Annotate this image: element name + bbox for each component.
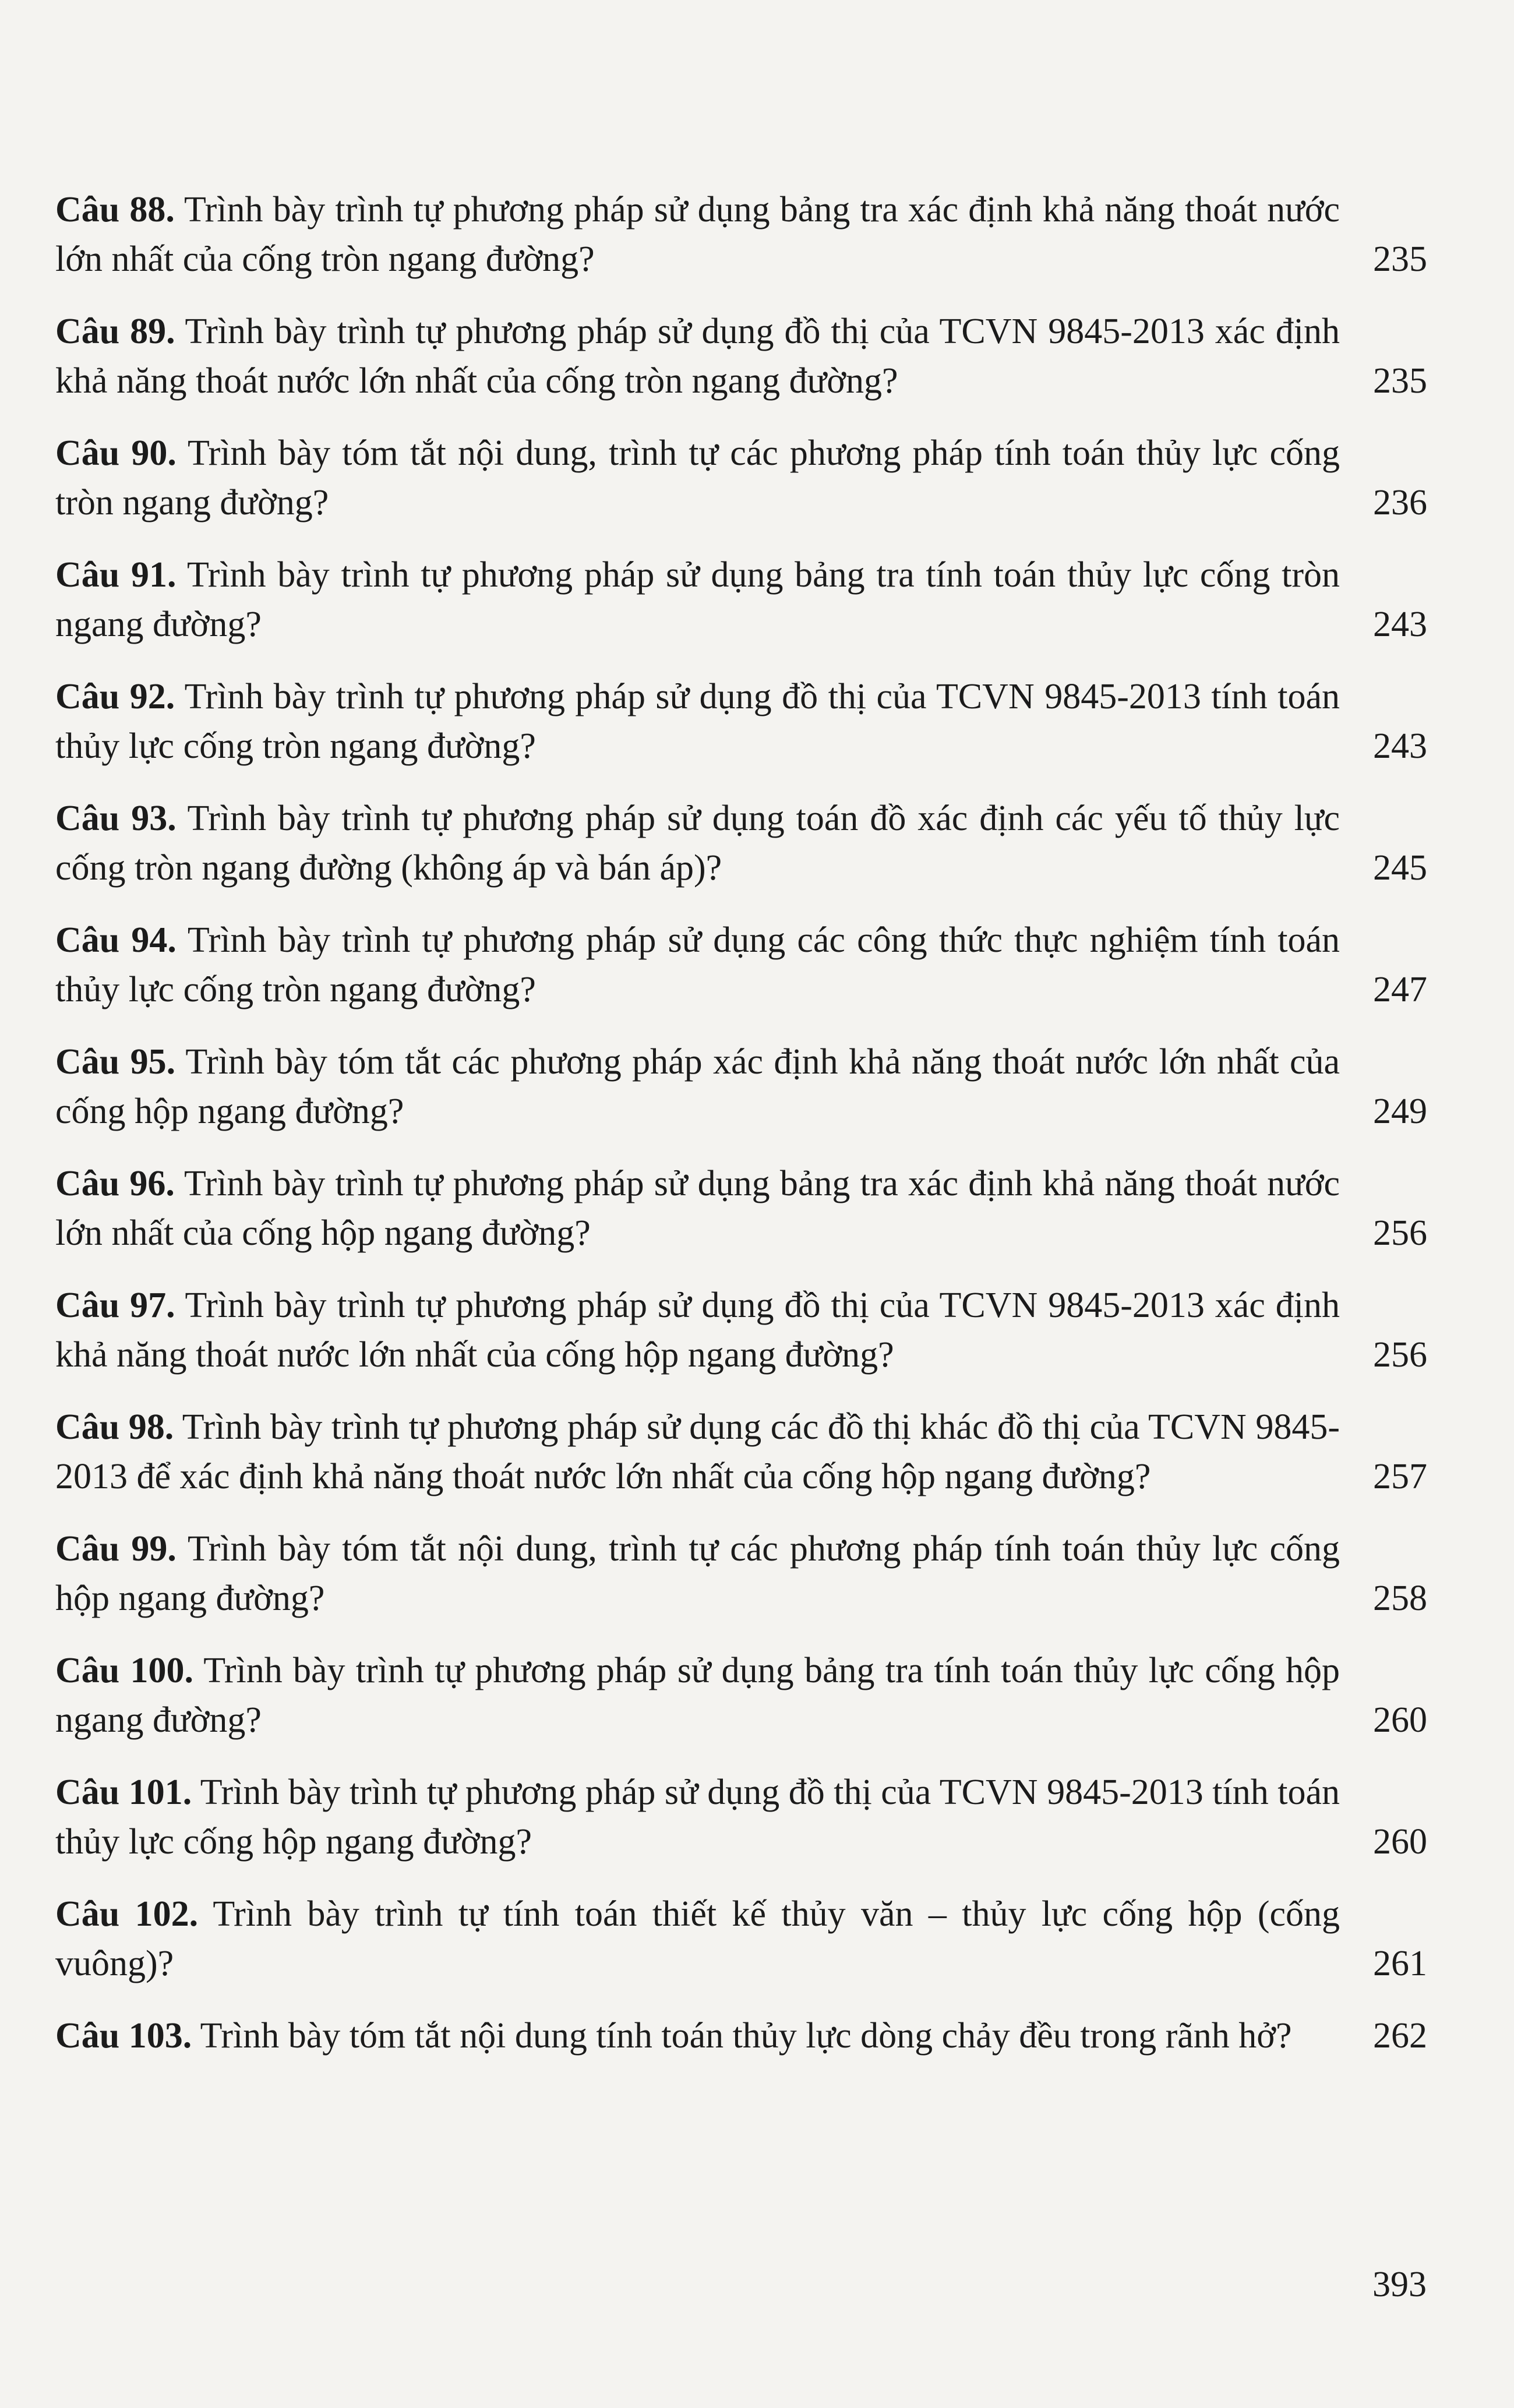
table-of-contents (55, 185, 1427, 2084)
question-text: Trình bày trình tự phương pháp sử dụng đồ thị của TCVN 9845-2013 tính toán thủy lực cống tròn ngang đường? (55, 677, 1340, 766)
question-text: Trình bày trình tự phương pháp sử dụng bảng tra tính toán thủy lực cống tròn ngang đường? (55, 555, 1340, 644)
entry-page-number: 249 (1373, 1092, 1427, 1131)
question-number: Câu 88. (55, 190, 175, 229)
entry-page-number: 235 (1373, 361, 1427, 401)
question-text: Trình bày tóm tắt nội dung, trình tự các phương pháp tính toán thủy lực cống tròn ngang đường? (55, 433, 1340, 522)
toc-entry (55, 1281, 1427, 1380)
question-number: Câu 97. (55, 1286, 175, 1325)
question-text: Trình bày trình tự phương pháp sử dụng đồ thị của TCVN 9845-2013 tính toán thủy lực cống hộp ngang đường? (55, 1773, 1340, 1862)
question-number: Câu 94. (55, 920, 177, 960)
question-number: Câu 96. (55, 1164, 175, 1203)
toc-entry (55, 1524, 1427, 1623)
question-number: Câu 93. (55, 799, 177, 838)
toc-entry (55, 2011, 1427, 2061)
entry-page-number: 243 (1373, 726, 1427, 766)
question-text: Trình bày trình tự phương pháp sử dụng các đồ thị khác đồ thị của TCVN 9845-2013 để xác định khả năng thoát nước lớn nhất của cống hộp ngang đường? (55, 1407, 1340, 1496)
question-text: Trình bày tóm tắt các phương pháp xác định khả năng thoát nước lớn nhất của cống hộp ngang đường? (55, 1042, 1340, 1131)
question-number: Câu 103. (55, 2016, 192, 2056)
question-number: Câu 102. (55, 1894, 199, 1934)
question-text: Trình bày trình tự phương pháp sử dụng các công thức thực nghiệm tính toán thủy lực cống tròn ngang đường? (55, 920, 1340, 1009)
entry-page-number: 247 (1373, 970, 1427, 1009)
toc-entry (55, 1890, 1427, 1989)
entry-page-number: 260 (1373, 1700, 1427, 1740)
entry-page-number: 245 (1373, 848, 1427, 888)
entry-page-number: 236 (1373, 483, 1427, 522)
entry-page-number: 235 (1373, 239, 1427, 279)
question-text: Trình bày trình tự phương pháp sử dụng bảng tra xác định khả năng thoát nước lớn nhất của cống hộp ngang đường? (55, 1164, 1340, 1253)
question-text: Trình bày trình tự phương pháp sử dụng toán đồ xác định các yếu tố thủy lực cống tròn ngang đường (không áp và bán áp)? (55, 799, 1340, 888)
question-number: Câu 99. (55, 1529, 177, 1569)
toc-entry (55, 550, 1427, 649)
toc-entry (55, 672, 1427, 771)
toc-entry (55, 1037, 1427, 1136)
question-number: Câu 91. (55, 555, 177, 595)
toc-entry (55, 429, 1427, 528)
toc-entry (55, 916, 1427, 1015)
entry-page-number: 256 (1373, 1335, 1427, 1375)
question-text: Trình bày tóm tắt nội dung tính toán thủy lực dòng chảy đều trong rãnh hở? (200, 2016, 1292, 2056)
entry-page-number: 262 (1373, 2016, 1427, 2056)
question-text: Trình bày trình tự phương pháp sử dụng đồ thị của TCVN 9845-2013 xác định khả năng thoát nước lớn nhất của cống tròn ngang đường? (55, 312, 1340, 401)
toc-entry (55, 1646, 1427, 1745)
question-number: Câu 92. (55, 677, 175, 716)
toc-entry (55, 1403, 1427, 1502)
entry-page-number: 243 (1373, 605, 1427, 644)
question-text: Trình bày trình tự tính toán thiết kế thủy văn – thủy lực cống hộp (cống vuông)? (55, 1894, 1340, 1983)
question-number: Câu 90. (55, 433, 177, 473)
entry-page-number: 257 (1373, 1457, 1427, 1496)
question-text: Trình bày trình tự phương pháp sử dụng bảng tra tính toán thủy lực cống hộp ngang đường? (55, 1651, 1340, 1740)
question-number: Câu 95. (55, 1042, 176, 1082)
toc-entry (55, 185, 1427, 284)
entry-page-number: 260 (1373, 1822, 1427, 1862)
question-number: Câu 101. (55, 1773, 192, 1812)
entry-page-number: 256 (1373, 1213, 1427, 1253)
question-text: Trình bày tóm tắt nội dung, trình tự các phương pháp tính toán thủy lực cống hộp ngang đường? (55, 1529, 1340, 1618)
toc-entry (55, 794, 1427, 893)
question-text: Trình bày trình tự phương pháp sử dụng đồ thị của TCVN 9845-2013 xác định khả năng thoát nước lớn nhất của cống hộp ngang đường? (55, 1286, 1340, 1375)
toc-entry (55, 1768, 1427, 1867)
toc-entry (55, 1159, 1427, 1258)
entry-page-number: 258 (1373, 1579, 1427, 1618)
question-text: Trình bày trình tự phương pháp sử dụng bảng tra xác định khả năng thoát nước lớn nhất của cống tròn ngang đường? (55, 190, 1340, 279)
entry-page-number: 261 (1373, 1944, 1427, 1983)
toc-entry (55, 307, 1427, 406)
question-number: Câu 89. (55, 312, 175, 351)
question-number: Câu 100. (55, 1651, 194, 1690)
question-number: Câu 98. (55, 1407, 174, 1447)
page-number: 393 (1372, 2265, 1427, 2304)
